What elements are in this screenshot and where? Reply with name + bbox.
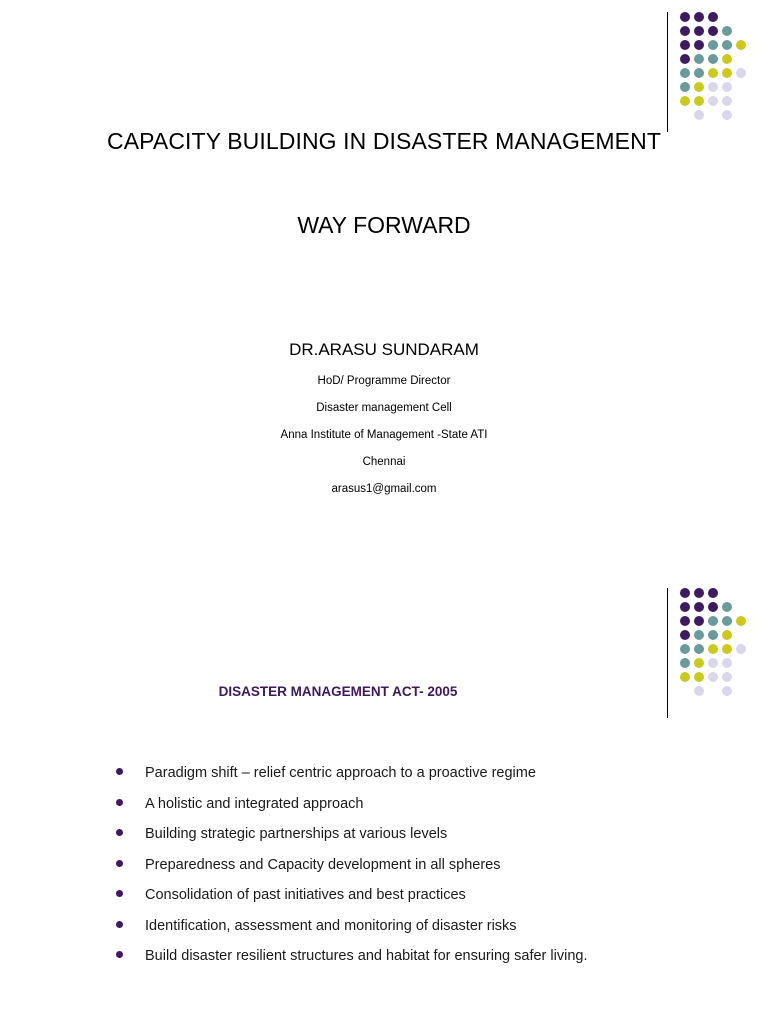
decorative-dot bbox=[708, 12, 718, 22]
presentation-title: CAPACITY BUILDING IN DISASTER MANAGEMENT bbox=[107, 128, 661, 154]
decorative-dot bbox=[694, 68, 704, 78]
list-item bbox=[116, 825, 587, 856]
author-institute: Anna Institute of Management -State ATI bbox=[280, 429, 488, 441]
decorative-dot bbox=[694, 602, 704, 612]
decorative-dot bbox=[722, 26, 732, 36]
list-item-text: Paradigm shift – relief centric approach to a proactive regime bbox=[145, 765, 536, 781]
decorative-dot bbox=[708, 616, 718, 626]
list-item bbox=[116, 764, 587, 795]
decorative-dot bbox=[694, 686, 704, 696]
decorative-dot bbox=[680, 658, 690, 668]
decorative-dot bbox=[680, 12, 690, 22]
list-item-text: Identification, assessment and monitoring of disaster risks bbox=[145, 917, 517, 934]
decorative-dot bbox=[694, 588, 704, 598]
author-email: arasus1@gmail.com bbox=[331, 483, 437, 495]
list-item-text: Building strategic partnerships at various levels bbox=[145, 826, 448, 842]
author-details bbox=[0, 374, 768, 509]
author-department: Disaster management Cell bbox=[316, 402, 452, 414]
author-role: HoD/ Programme Director bbox=[317, 375, 451, 387]
list-item-text: Consolidation of past initiatives and best practices bbox=[145, 887, 466, 903]
decorative-dot bbox=[722, 82, 732, 92]
decorative-dot bbox=[680, 616, 690, 626]
decorative-dot bbox=[694, 630, 704, 640]
decorative-dot bbox=[680, 630, 690, 640]
decorative-dot bbox=[722, 110, 732, 120]
bullet-icon bbox=[116, 799, 123, 806]
decorative-dot bbox=[694, 40, 704, 50]
decorative-dot bbox=[708, 54, 718, 64]
bullet-icon bbox=[116, 921, 123, 928]
decorative-dot bbox=[694, 672, 704, 682]
decorative-dot bbox=[722, 672, 732, 682]
decorative-dot bbox=[722, 54, 732, 64]
decorative-dot bbox=[708, 630, 718, 640]
decorative-dot bbox=[708, 644, 718, 654]
decorative-dot bbox=[694, 12, 704, 22]
decorative-dot bbox=[694, 26, 704, 36]
decorative-dot bbox=[722, 658, 732, 668]
list-item bbox=[116, 886, 587, 917]
decorative-dot bbox=[694, 616, 704, 626]
list-item-text: A holistic and integrated approach bbox=[145, 795, 364, 812]
decorative-dot bbox=[736, 616, 746, 626]
decorative-dot bbox=[680, 68, 690, 78]
decorative-dot bbox=[694, 54, 704, 64]
decorative-dot bbox=[708, 40, 718, 50]
dot-pattern-decoration bbox=[667, 588, 768, 718]
decorative-dot bbox=[708, 96, 718, 106]
decorative-dot bbox=[680, 82, 690, 92]
decorative-dot bbox=[708, 82, 718, 92]
bullet-icon bbox=[116, 768, 123, 775]
bullet-icon bbox=[116, 860, 123, 867]
list-item bbox=[116, 795, 587, 826]
decorative-dot bbox=[736, 644, 746, 654]
decorative-dot bbox=[708, 588, 718, 598]
act-slide bbox=[0, 580, 768, 1024]
bullet-icon bbox=[116, 951, 123, 958]
decorative-dot bbox=[708, 672, 718, 682]
decorative-dot bbox=[680, 672, 690, 682]
decorative-dot bbox=[708, 68, 718, 78]
slide-heading: DISASTER MANAGEMENT ACT- 2005 bbox=[218, 684, 458, 699]
decorative-dot bbox=[680, 96, 690, 106]
bullet-list bbox=[116, 764, 587, 978]
list-item bbox=[116, 917, 587, 948]
decorative-dot bbox=[694, 82, 704, 92]
decorative-dot bbox=[694, 110, 704, 120]
decorative-dot bbox=[722, 630, 732, 640]
decorative-dot bbox=[736, 68, 746, 78]
bullet-icon bbox=[116, 829, 123, 836]
decorative-dot bbox=[722, 616, 732, 626]
decorative-dot bbox=[708, 26, 718, 36]
decorative-dot bbox=[708, 658, 718, 668]
decorative-dot bbox=[694, 658, 704, 668]
decorative-dot bbox=[736, 40, 746, 50]
decorative-dot bbox=[680, 644, 690, 654]
list-item bbox=[116, 947, 587, 978]
decorative-dot bbox=[680, 54, 690, 64]
list-item bbox=[116, 856, 587, 887]
decorative-dot bbox=[722, 644, 732, 654]
decorative-dot bbox=[722, 96, 732, 106]
decorative-dot bbox=[722, 68, 732, 78]
decorative-dot bbox=[722, 602, 732, 612]
decorative-dot bbox=[680, 602, 690, 612]
list-item-text: Build disaster resilient structures and habitat for ensuring safer living. bbox=[145, 948, 588, 964]
dot-pattern-decoration bbox=[667, 12, 768, 132]
decorative-dot bbox=[680, 40, 690, 50]
decorative-dot bbox=[722, 40, 732, 50]
bullet-icon bbox=[116, 890, 123, 897]
presentation-subtitle: WAY FORWARD bbox=[297, 212, 471, 238]
divider-line bbox=[667, 12, 668, 132]
decorative-dot bbox=[708, 602, 718, 612]
decorative-dot bbox=[722, 686, 732, 696]
decorative-dot bbox=[680, 26, 690, 36]
author-city: Chennai bbox=[362, 456, 406, 468]
decorative-dot bbox=[680, 588, 690, 598]
decorative-dot bbox=[694, 96, 704, 106]
author-name: DR.ARASU SUNDARAM bbox=[289, 340, 479, 359]
list-item-text: Preparedness and Capacity development in all spheres bbox=[145, 856, 501, 873]
decorative-dot bbox=[694, 644, 704, 654]
